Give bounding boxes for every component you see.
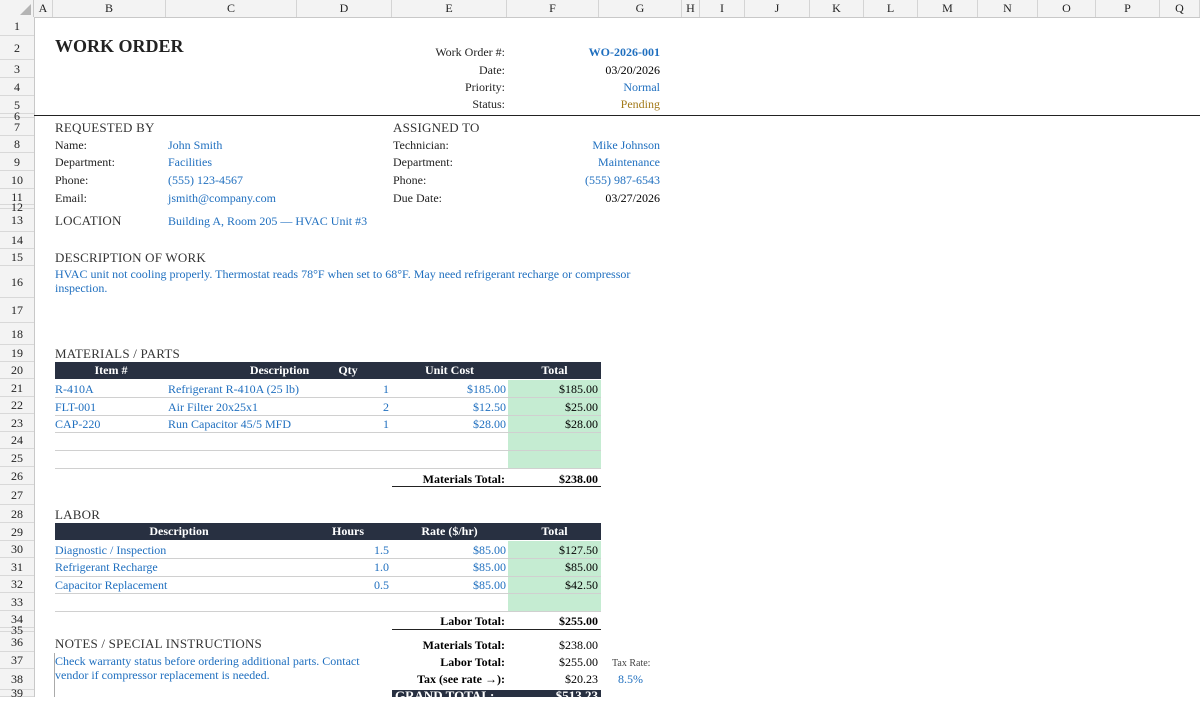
page-title[interactable]: WORK ORDER [55, 36, 184, 56]
labor-total[interactable]: $85.00 [565, 560, 598, 574]
column-header-n[interactable]: N [978, 0, 1038, 17]
labor-description[interactable]: Refrigerant Recharge [55, 560, 158, 574]
material-description[interactable]: Run Capacitor 45/5 MFD [168, 417, 291, 431]
requester-dept[interactable]: Facilities [168, 155, 212, 169]
column-header-c[interactable]: C [166, 0, 297, 17]
column-header-q[interactable]: Q [1160, 0, 1200, 17]
requested-by-heading[interactable]: REQUESTED BY [55, 120, 155, 135]
tax-rate-value[interactable]: 8.5% [618, 672, 643, 686]
tax-rate-label[interactable]: Tax Rate: [612, 658, 651, 669]
material-unit-cost[interactable]: $12.50 [473, 400, 506, 414]
assignee-phone[interactable]: (555) 987-6543 [585, 173, 660, 187]
labor-hours[interactable]: 1.5 [374, 543, 389, 557]
labor-description[interactable]: Diagnostic / Inspection [55, 543, 167, 557]
requester-name-label[interactable]: Name: [55, 138, 87, 152]
material-qty[interactable]: 1 [383, 417, 389, 431]
due-date-value[interactable]: 03/27/2026 [605, 191, 660, 205]
materials-grid-line [55, 450, 601, 451]
material-qty[interactable]: 1 [383, 382, 389, 396]
material-unit-cost[interactable]: $185.00 [467, 382, 506, 396]
row-header-10[interactable]: 10 [0, 171, 34, 189]
row-header-15[interactable]: 15 [0, 249, 34, 266]
technician-name[interactable]: Mike Johnson [592, 138, 660, 152]
column-header-k[interactable]: K [810, 0, 864, 17]
labor-grid-line [55, 558, 601, 559]
column-header-d[interactable]: D [297, 0, 392, 17]
row-header-35[interactable]: 35 [0, 628, 34, 632]
material-qty[interactable]: 2 [383, 400, 389, 414]
row-header-13[interactable]: 13 [0, 209, 34, 232]
row-header-11[interactable]: 11 [0, 189, 34, 205]
materials-grid-line [55, 432, 601, 433]
row-header-32[interactable]: 32 [0, 576, 34, 593]
labor-grid-line [55, 576, 601, 577]
row-header-31[interactable]: 31 [0, 558, 34, 576]
row-header-39[interactable]: 39 [0, 690, 34, 697]
materials-heading[interactable]: MATERIALS / PARTS [55, 346, 180, 361]
labor-rate[interactable]: $85.00 [473, 543, 506, 557]
materials-col-total[interactable]: Total [541, 363, 568, 377]
material-item[interactable]: CAP-220 [55, 417, 101, 431]
materials-total-label[interactable]: Materials Total: [422, 472, 505, 486]
material-total[interactable]: $185.00 [559, 382, 598, 396]
row-header-3[interactable]: 3 [0, 60, 34, 78]
material-unit-cost[interactable]: $28.00 [473, 417, 506, 431]
row-header-30[interactable]: 30 [0, 541, 34, 558]
row-header-21[interactable]: 21 [0, 379, 34, 397]
grand-total-value[interactable]: $513.23 [555, 688, 598, 703]
column-header-m[interactable]: M [918, 0, 978, 17]
column-header-h[interactable]: H [682, 0, 700, 17]
summary-labor-value[interactable]: $255.00 [559, 655, 598, 669]
labor-hours[interactable]: 0.5 [374, 578, 389, 592]
summary-materials-label[interactable]: Materials Total: [422, 638, 505, 652]
description-text[interactable]: HVAC unit not cooling properly. Thermostat reads 78°F when set to 68°F. May need refrigerant recharge or compressor inspection. [55, 267, 631, 295]
labor-col-total[interactable]: Total [541, 524, 568, 538]
column-header-e[interactable]: E [392, 0, 507, 17]
location-label[interactable]: LOCATION [55, 213, 122, 228]
row-header-12[interactable]: 12 [0, 205, 34, 209]
summary-labor-label[interactable]: Labor Total: [440, 655, 505, 669]
column-header-b[interactable]: B [53, 0, 166, 17]
labor-hours[interactable]: 1.0 [374, 560, 389, 574]
row-header-1[interactable]: 1 [0, 17, 34, 36]
row-header-27[interactable]: 27 [0, 485, 34, 505]
date-label[interactable]: Date: [479, 63, 505, 77]
labor-col-hours[interactable]: Hours [331, 524, 364, 538]
column-header-i[interactable]: I [700, 0, 745, 17]
column-header-a[interactable]: A [34, 0, 53, 17]
labor-total[interactable]: $42.50 [565, 578, 598, 592]
labor-total-underline [392, 629, 601, 630]
labor-grid-line [55, 593, 601, 594]
labor-rate[interactable]: $85.00 [473, 560, 506, 574]
row-header-28[interactable]: 28 [0, 505, 34, 523]
summary-materials-value[interactable]: $238.00 [559, 638, 598, 652]
row-header-26[interactable]: 26 [0, 467, 34, 485]
priority-value[interactable]: Normal [623, 80, 660, 94]
priority-label[interactable]: Priority: [464, 80, 505, 94]
materials-col-qty[interactable]: Qty [338, 363, 358, 377]
labor-grid-line [55, 611, 601, 612]
materials-total-value[interactable]: $238.00 [559, 472, 598, 486]
material-description[interactable]: Refrigerant R-410A (25 lb) [168, 382, 299, 396]
title-divider [34, 115, 1200, 116]
notes-text[interactable]: Check warranty status before ordering additional parts. Contact vendor if compressor replacement is needed. [55, 654, 360, 682]
summary-tax-value[interactable]: $20.23 [565, 672, 598, 686]
column-header-p[interactable]: P [1096, 0, 1160, 17]
materials-col-unit-cost[interactable]: Unit Cost [424, 363, 474, 377]
notes-heading[interactable]: NOTES / SPECIAL INSTRUCTIONS [55, 636, 262, 651]
row-header-5[interactable]: 5 [0, 96, 34, 114]
assignee-phone-label[interactable]: Phone: [393, 173, 427, 187]
labor-rate[interactable]: $85.00 [473, 578, 506, 592]
requester-phone-label[interactable]: Phone: [55, 173, 89, 187]
grand-total-label[interactable]: GRAND TOTAL: [395, 688, 495, 703]
row-header-25[interactable]: 25 [0, 449, 34, 467]
labor-description[interactable]: Capacitor Replacement [55, 578, 168, 592]
wo-number-label[interactable]: Work Order #: [435, 45, 505, 59]
row-header-36[interactable]: 36 [0, 632, 34, 652]
labor-col-description[interactable]: Description [149, 524, 209, 538]
row-header-6[interactable]: 6 [0, 114, 34, 118]
material-total[interactable]: $25.00 [565, 400, 598, 414]
requester-name[interactable]: John Smith [168, 138, 223, 152]
status-label[interactable]: Status: [472, 97, 505, 111]
row-header-8[interactable]: 8 [0, 136, 34, 153]
labor-header-row [55, 523, 601, 540]
row-header-16[interactable]: 16 [0, 266, 34, 298]
row-header-37[interactable]: 37 [0, 652, 34, 669]
requester-email[interactable]: jsmith@company.com [168, 191, 276, 205]
wo-number-value[interactable]: WO-2026-001 [588, 45, 660, 59]
materials-grid-line [55, 468, 601, 469]
row-header-22[interactable]: 22 [0, 397, 34, 414]
date-value[interactable]: 03/20/2026 [605, 63, 660, 77]
materials-total-underline [392, 486, 601, 487]
labor-heading[interactable]: LABOR [55, 507, 101, 522]
row-header-23[interactable]: 23 [0, 414, 34, 432]
materials-grid-line [55, 415, 601, 416]
row-header-14[interactable]: 14 [0, 232, 34, 249]
materials-grid-line [55, 397, 601, 398]
column-header-f[interactable]: F [507, 0, 599, 17]
labor-total-label[interactable]: Labor Total: [440, 614, 505, 628]
row-header-29[interactable]: 29 [0, 523, 34, 541]
row-header-7[interactable]: 7 [0, 118, 34, 136]
row-header-19[interactable]: 19 [0, 345, 34, 362]
column-header-l[interactable]: L [864, 0, 918, 17]
grand-total-bar [392, 688, 601, 703]
requester-email-label[interactable]: Email: [55, 191, 87, 205]
material-item[interactable]: FLT-001 [55, 400, 97, 414]
select-all-corner[interactable] [0, 0, 34, 17]
requester-phone[interactable]: (555) 123-4567 [168, 173, 243, 187]
material-total[interactable]: $28.00 [565, 417, 598, 431]
row-header-9[interactable]: 9 [0, 153, 34, 171]
labor-col-rate[interactable]: Rate ($/hr) [421, 524, 478, 538]
status-value[interactable]: Pending [620, 97, 660, 111]
column-header-g[interactable]: G [599, 0, 682, 17]
assignee-dept-label[interactable]: Department: [393, 155, 453, 169]
materials-col-item[interactable]: Item # [94, 363, 128, 377]
requester-dept-label[interactable]: Department: [55, 155, 115, 169]
labor-total[interactable]: $127.50 [559, 543, 598, 557]
row-header-24[interactable]: 24 [0, 432, 34, 449]
select-all-icon [20, 4, 31, 15]
labor-total-value[interactable]: $255.00 [559, 614, 598, 628]
technician-label[interactable]: Technician: [393, 138, 449, 152]
material-item[interactable]: R-410A [55, 382, 94, 396]
assigned-to-heading[interactable]: ASSIGNED TO [393, 120, 480, 135]
materials-col-description[interactable]: Description [249, 363, 310, 377]
description-heading[interactable]: DESCRIPTION OF WORK [55, 250, 206, 265]
material-description[interactable]: Air Filter 20x25x1 [168, 400, 258, 414]
notes-box-border [54, 653, 55, 697]
row-header-38[interactable]: 38 [0, 669, 34, 690]
row-header-33[interactable]: 33 [0, 593, 34, 611]
due-date-label[interactable]: Due Date: [393, 191, 442, 205]
column-header-o[interactable]: O [1038, 0, 1096, 17]
column-header-j[interactable]: J [745, 0, 810, 17]
summary-tax-label[interactable]: Tax (see rate →): [417, 672, 505, 686]
row-header-18[interactable]: 18 [0, 323, 34, 345]
assignee-dept[interactable]: Maintenance [598, 155, 660, 169]
location-value[interactable]: Building A, Room 205 — HVAC Unit #3 [168, 214, 368, 228]
row-header-2[interactable]: 2 [0, 36, 34, 60]
row-header-4[interactable]: 4 [0, 78, 34, 96]
row-header-20[interactable]: 20 [0, 362, 34, 379]
row-header-34[interactable]: 34 [0, 611, 34, 628]
row-header-17[interactable]: 17 [0, 298, 34, 323]
materials-header-row [55, 362, 601, 379]
